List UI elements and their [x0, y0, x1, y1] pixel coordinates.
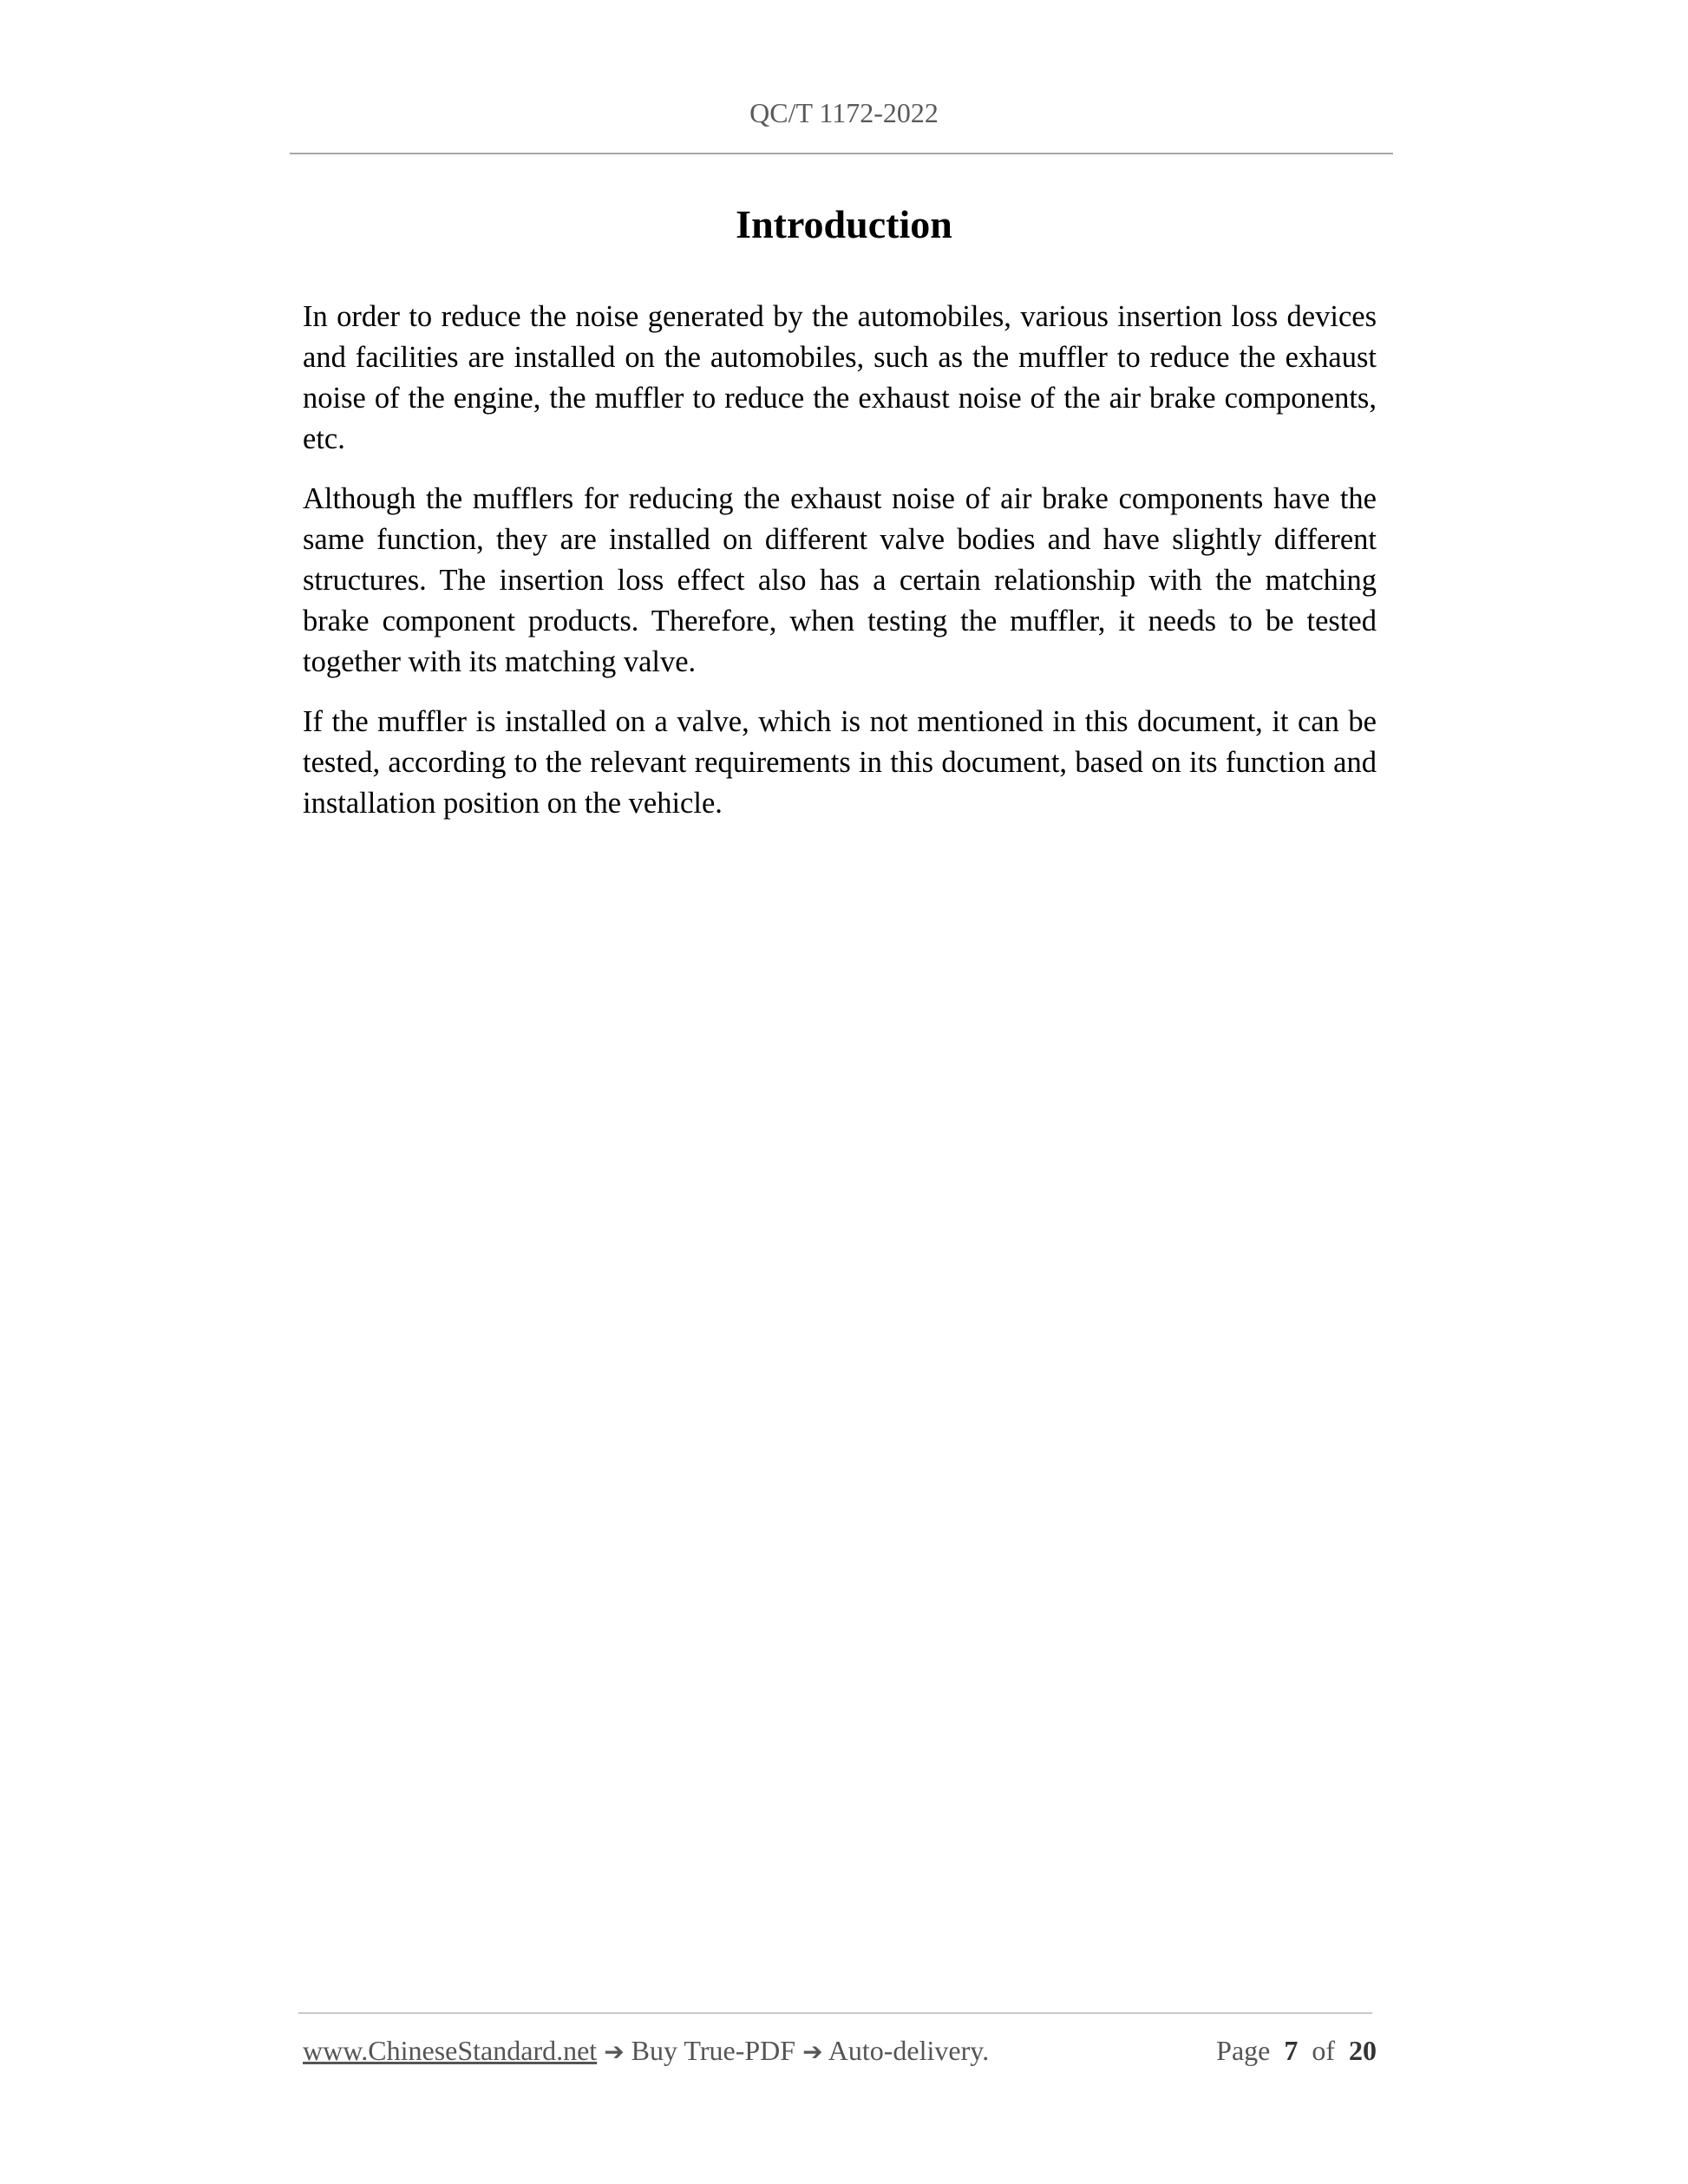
header-divider: [290, 153, 1393, 154]
total-pages: 20: [1349, 2035, 1377, 2066]
running-header: [0, 97, 1688, 129]
website-link[interactable]: www.ChineseStandard.net: [303, 2035, 598, 2066]
current-page: 7: [1284, 2035, 1299, 2066]
paragraph-3: If the muffler is installed on a valve, which is not mentioned in this document, it can be tested, according to the relevant requirements in this document, based on its function and installation position on the vehicle.: [303, 705, 1377, 820]
document-id: QC/T 1172-2022: [749, 97, 939, 128]
auto-delivery-text: Auto-delivery.: [828, 2035, 990, 2066]
paragraph-2: Although the mufflers for reducing the exhaust noise of air brake components have the same function, they are installed on different valve bodies and have slightly different structures. The insertion loss effect also has a certain relationship with the matching brake component products. Therefore, when testing the muffler, it needs to be tested together with its matching valve.: [303, 482, 1377, 678]
page-label: Page: [1216, 2035, 1271, 2066]
paragraph-1: In order to reduce the noise generated by the automobiles, various insertion loss devices and facilities are installed on the automobiles, such as the muffler to reduce the exhaust noise of the engine, the muffler to reduce the exhaust noise of the air brake components, etc.: [303, 300, 1377, 455]
footer-promo: [303, 2035, 989, 2067]
arrow-right-icon: ➔: [802, 2037, 823, 2066]
arrow-right-icon: ➔: [604, 2037, 625, 2066]
buy-true-pdf-text: Buy True-PDF: [631, 2035, 796, 2066]
footer-divider: [298, 2012, 1372, 2014]
page-title: Introduction: [736, 202, 952, 246]
body-content: [303, 297, 1377, 843]
of-label: of: [1312, 2035, 1335, 2066]
page-footer: [303, 2035, 1377, 2067]
page-number: [1216, 2035, 1377, 2067]
